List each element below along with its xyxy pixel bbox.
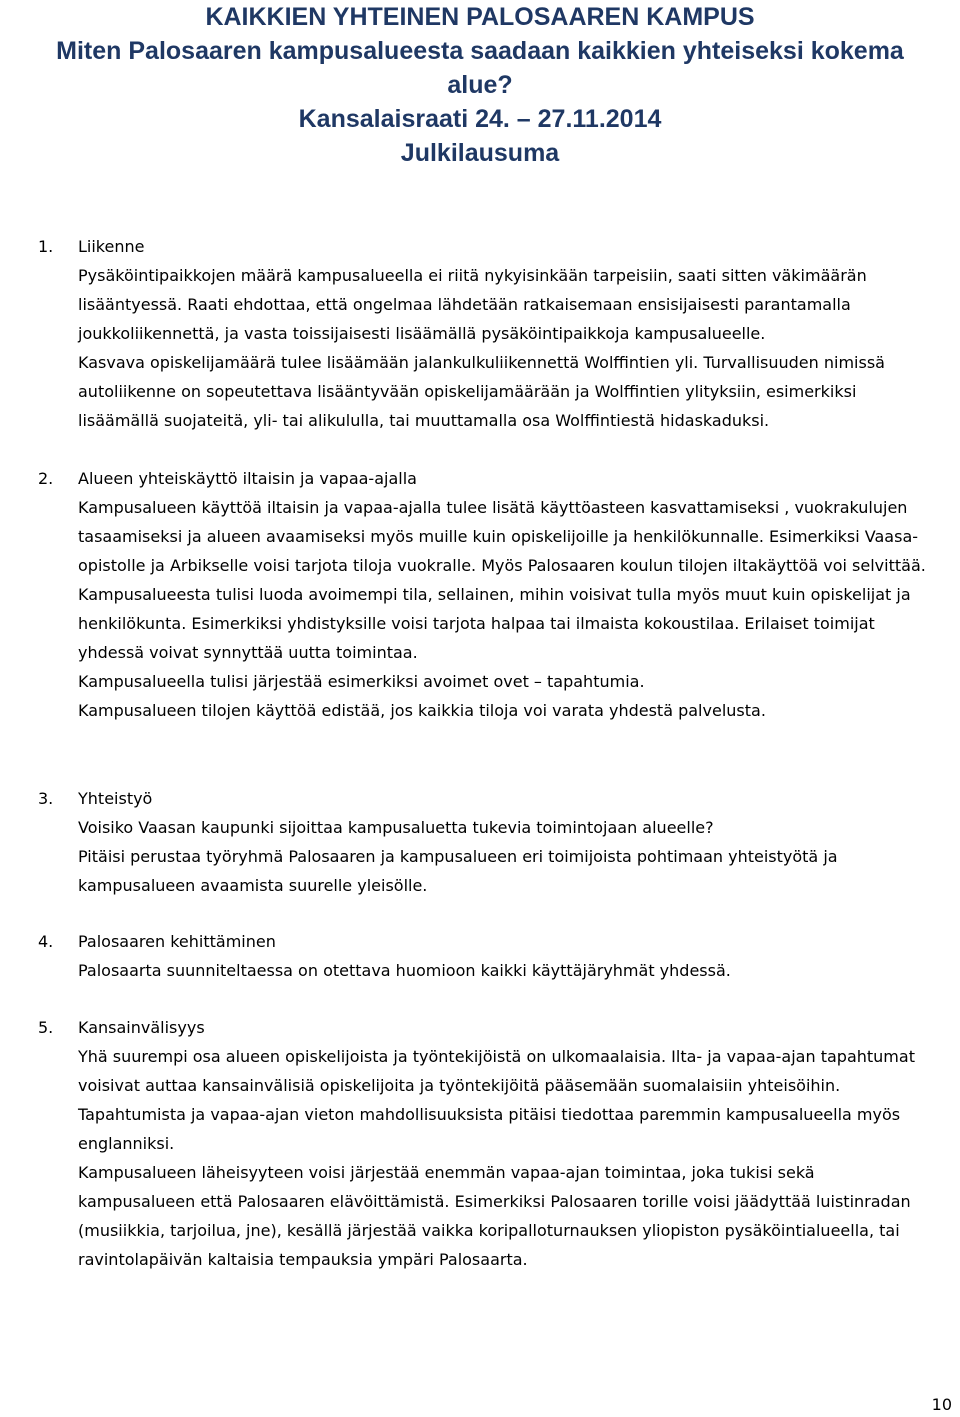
paragraph: Palosaarta suunniteltaessa on otettava huomioon kaikki käyttäjäryhmät yhdessä. — [78, 961, 731, 980]
paragraph: Yhä suurempi osa alueen opiskelijoista ja työntekijöistä on ulkomaalaisia. Ilta- ja vapaa-ajan tapahtumat voisivat auttaa kansainvälisiä opiskelijoita ja työntekijöitä pääsemään suomalaisiin yhteisöihin. Tapahtumista ja vapaa-ajan vieton mahdollisuuksista pitäisi tiedottaa paremmin kampusalueella myös englanniksi. — [78, 1047, 915, 1153]
section-heading — [0, 927, 960, 956]
section-yhteiskaytto — [0, 464, 960, 725]
section-heading — [0, 784, 960, 813]
section-title: Kansainvälisyys — [78, 1018, 205, 1037]
section-kehittaminen — [0, 927, 960, 985]
paragraph: Kasvava opiskelijamäärä tulee lisäämään jalankulkuliikennettä Wolffintien yli. Turvallisuuden nimissä autoliikenne on sopeutettava lisääntyvään opiskelijamäärään ja Wolffintien ylityksiin, esimerkiksi lisäämällä suojateitä, yli- tai alikululla, tai muuttamalla osa Wolffintiestä hidaskaduksi. — [78, 353, 885, 430]
paragraph: Pitäisi perustaa työryhmä Palosaaren ja kampusalueen eri toimijoista pohtimaan yhteistyötä ja kampusalueen avaamista suurelle yleisölle. — [78, 847, 838, 895]
section-number: 2. — [38, 469, 54, 488]
paragraph: Kampusalueesta tulisi luoda avoimempi tila, sellainen, mihin voisivat tulla myös muut kuin opiskelijat ja henkilökunta. Esimerkiksi yhdistyksille voisi tarjota halpaa tai ilmaista kokoustilaa. Erilaiset toimijat yhdessä voivat synnyttää uutta toimintaa. — [78, 585, 911, 662]
section-number: 4. — [38, 932, 54, 951]
title-line-2: Miten Palosaaren kampusalueesta saadaan kaikkien yhteiseksi kokema — [56, 37, 904, 65]
section-number: 1. — [38, 237, 54, 256]
section-title: Yhteistyö — [78, 789, 153, 808]
section-number: 5. — [38, 1018, 54, 1037]
title-line-4: Kansalaisraati 24. – 27.11.2014 — [298, 105, 662, 133]
paragraph: Pysäköintipaikkojen määrä kampusalueella ei riitä nykyisinkään tarpeisiin, saati sitten väkimäärän lisääntyessä. Raati ehdottaa, että ongelmaa lähdetään ratkaisemaan ensisijaisesti parantamalla joukkoliikennettä, ja vasta toissijaisesti lisäämällä pysäköintipaikkoja kampusalueelle. — [78, 266, 867, 343]
section-heading — [0, 464, 960, 493]
document-title — [0, 0, 960, 170]
section-kansainvalisyys — [0, 1013, 960, 1274]
section-liikenne — [0, 232, 960, 435]
section-number: 3. — [38, 789, 54, 808]
paragraph: Voisiko Vaasan kaupunki sijoittaa kampusaluetta tukevia toimintojaan alueelle? — [78, 818, 714, 837]
page-number: 10 — [931, 1395, 952, 1414]
section-title: Liikenne — [78, 237, 145, 256]
title-line-5: Julkilausuma — [400, 139, 560, 167]
title-line-1: KAIKKIEN YHTEINEN PALOSAAREN KAMPUS — [205, 3, 755, 31]
paragraph: Kampusalueella tulisi järjestää esimerkiksi avoimet ovet – tapahtumia. — [78, 672, 645, 691]
title-line-3: alue? — [447, 71, 513, 99]
paragraph: Kampusalueen käyttöä iltaisin ja vapaa-ajalla tulee lisätä käyttöasteen kasvattamiseksi , vuokrakulujen tasaamiseksi ja alueen avaamiseksi myös muille kuin opiskelijoille ja henkilökunnalle. Esimerkiksi Vaasa-opistolle ja Arbikselle voisi tarjota tiloja vuokralle. Myös Palosaaren koulun tilojen iltakäyttöä voi selvittää. — [78, 498, 926, 575]
section-title: Alueen yhteiskäyttö iltaisin ja vapaa-ajalla — [78, 469, 417, 488]
section-heading — [0, 1013, 960, 1042]
paragraph: Kampusalueen tilojen käyttöä edistää, jos kaikkia tiloja voi varata yhdestä palvelusta. — [78, 701, 766, 720]
section-yhteistyo — [0, 784, 960, 900]
paragraph: Kampusalueen läheisyyteen voisi järjestää enemmän vapaa-ajan toimintaa, joka tukisi sekä kampusalueen että Palosaaren elävöittämistä. Esimerkiksi Palosaaren torille voisi jäädyttää luistinradan (musiikkia, tarjoilua, jne), kesällä järjestää vaikka koripalloturnauksen yliopiston pysäköintialueella, tai ravintolapäivän kaltaisia tempauksia ympäri Palosaarta. — [78, 1163, 911, 1269]
section-heading — [0, 232, 960, 261]
section-title: Palosaaren kehittäminen — [78, 932, 276, 951]
